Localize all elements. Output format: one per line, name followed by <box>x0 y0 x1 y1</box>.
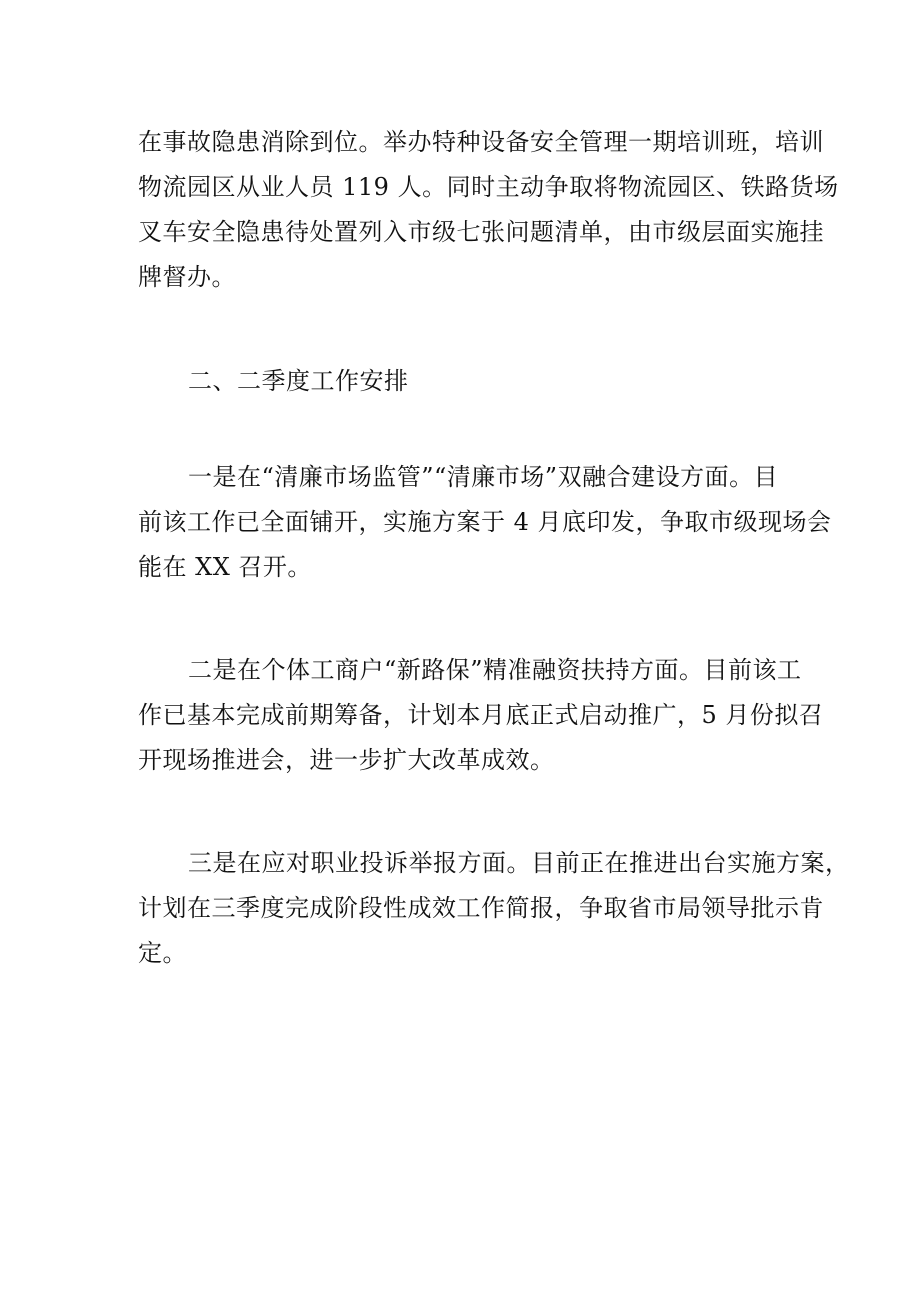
item-3-line: 计划在三季度完成阶段性成效工作简报，争取省市局领导批示肯 <box>138 894 824 922</box>
item-3-line: 三是在应对职业投诉举报方面。目前正在推进出台实施方案， <box>188 849 850 877</box>
paragraph-line: 叉车安全隐患待处置列入市级七张问题清单，由市级层面实施挂 <box>138 218 824 246</box>
item-2-line: 开现场推进会，进一步扩大改革成效。 <box>138 746 555 774</box>
paragraph-line: 在事故隐患消除到位。举办特种设备安全管理一期培训班，培训 <box>138 128 824 156</box>
section-heading: 二、二季度工作安排 <box>188 367 409 395</box>
paragraph-line: 牌督办。 <box>138 263 236 291</box>
item-1-line: 前该工作已全面铺开，实施方案于 4 月底印发，争取市级现场会 <box>138 508 832 536</box>
item-3-line: 定。 <box>138 939 187 967</box>
item-2-line: 作已基本完成前期筹备，计划本月底正式启动推广，5 月份拟召 <box>138 701 824 729</box>
item-1-line: 一是在“清廉市场监管”“清廉市场”双融合建设方面。目 <box>188 463 779 491</box>
item-1-line: 能在 XX 召开。 <box>138 553 312 581</box>
item-2-line: 二是在个体工商户“新路保”精准融资扶持方面。目前该工 <box>188 656 802 684</box>
paragraph-line: 物流园区从业人员 119 人。同时主动争取将物流园区、铁路货场 <box>138 173 839 201</box>
